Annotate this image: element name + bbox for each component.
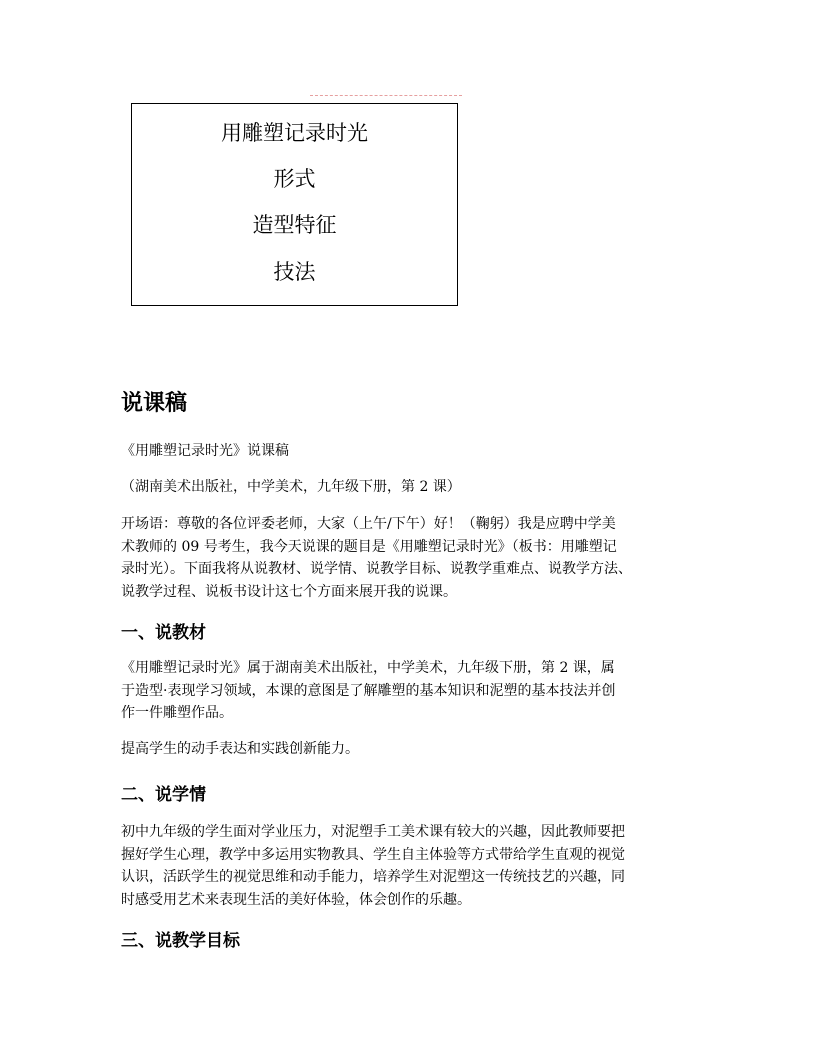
- opening-paragraph: [121, 513, 711, 603]
- students-line-1: 初中九年级的学生面对学业压力，对泥塑手工美术课有较大的兴趣，因此教师要把: [121, 824, 625, 840]
- textbook-line-1: 《用雕塑记录时光》属于湖南美术出版社，中学美术，九年级下册，第 2 课，属: [121, 660, 615, 676]
- section-heading-students: 二、说学情: [121, 785, 206, 805]
- publisher-paragraph: （湖南美术出版社，中学美术，九年级下册，第 2 课）: [121, 479, 461, 495]
- opening-line-3: 录时光）。下面我将从说教材、说学情、说教学目标、说教学重难点、说教学方法、: [121, 561, 632, 577]
- students-line-2: 握好学生心理，教学中多运用实物教具、学生自主体验等方式带给学生直观的视觉: [121, 846, 625, 863]
- opening-line-1: 开场语：尊敬的各位评委老师，大家（上午/下午）好！（鞠躬）我是应聘中学美: [121, 516, 616, 532]
- textbook-paragraph: [121, 657, 711, 725]
- students-line-3: 认识，活跃学生的视觉思维和动手能力，培养学生对泥塑这一传统技艺的兴趣，同: [121, 869, 625, 885]
- lesson-title-paragraph: 《用雕塑记录时光》说课稿: [121, 443, 289, 459]
- ability-paragraph: 提高学生的动手表达和实践创新能力。: [121, 741, 359, 757]
- opening-line-4: 说教学过程、说板书设计这七个方面来展开我的说课。: [121, 583, 457, 600]
- dashed-divider: [310, 95, 462, 96]
- section-heading-objectives: 三、说教学目标: [121, 931, 240, 951]
- board-line-features: 造型特征: [252, 213, 337, 237]
- students-line-4: 时感受用艺术来表现生活的美好体验，体会创作的乐趣。: [121, 891, 471, 908]
- opening-line-2: 术教师的 09 号考生，我今天说课的题目是《用雕塑记录时光》（板书：用雕塑记: [121, 538, 617, 555]
- students-paragraph: [121, 821, 711, 911]
- blackboard-design-box: [131, 103, 458, 306]
- textbook-line-3: 作一件雕塑作品。: [121, 705, 233, 721]
- section-heading-textbook: 一、说教材: [121, 623, 206, 643]
- board-line-title: 用雕塑记录时光: [221, 121, 368, 145]
- document-title: 说课稿: [121, 391, 188, 416]
- textbook-line-2: 于造型·表现学习领域，本课的意图是了解雕塑的基本知识和泥塑的基本技法并创: [121, 682, 616, 699]
- board-line-technique: 技法: [273, 260, 316, 284]
- board-line-form: 形式: [273, 167, 316, 191]
